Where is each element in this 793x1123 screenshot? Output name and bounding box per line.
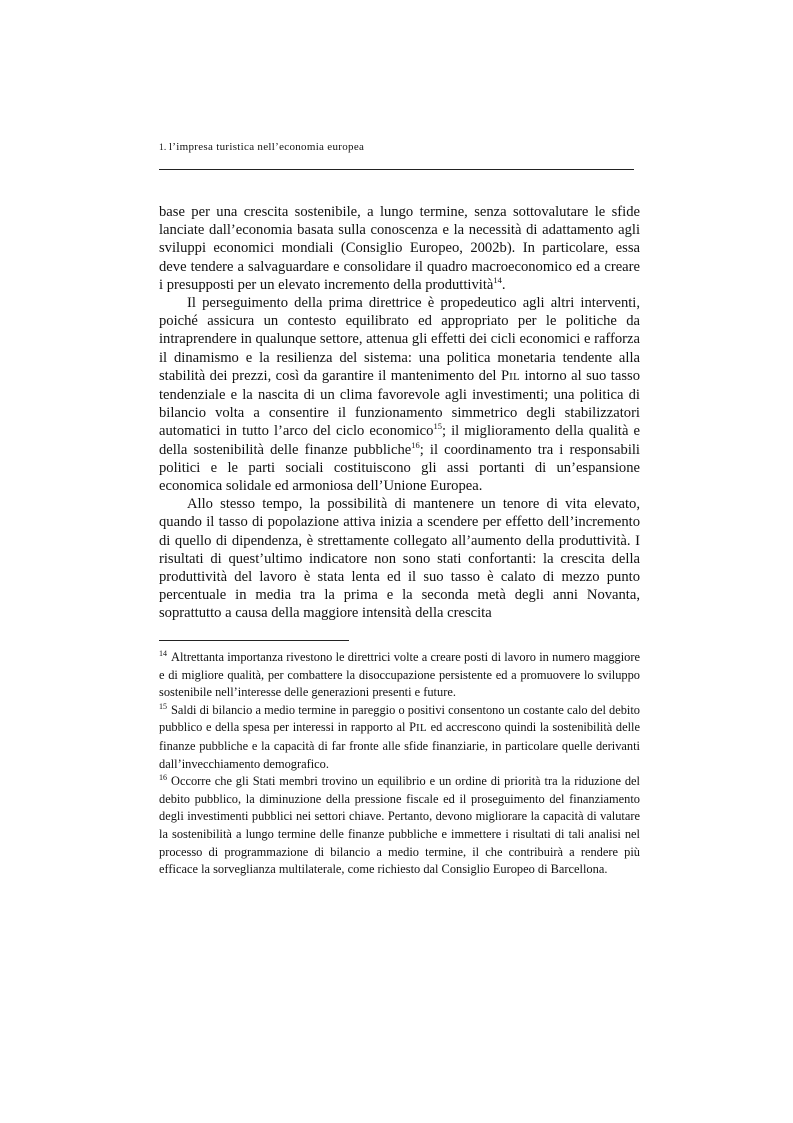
running-header <box>159 141 634 153</box>
footnote <box>159 773 640 879</box>
chapter-title: l’impresa turistica nell’economia europea <box>168 141 365 153</box>
text-run: ; il miglioramento della qualità e della sostenibilità delle finanze pubbliche <box>159 423 640 458</box>
paragraph <box>159 294 640 495</box>
text-run: Saldi di bilancio a medio termine in pareggio o positivi consentono un costante calo del debito pubblico e della spesa per interessi in rapporto al P <box>159 702 640 735</box>
footnote-ref: 14 <box>493 274 502 285</box>
footnote-number: 15 <box>159 701 167 711</box>
text-run: base per una crescita sostenibile, a lungo termine, senza sottovalutare le sfide lanciate dall’economia basata sulla conoscenza e la necessità di adattamento agli sviluppi economici mondiali (Consiglio Europeo, 2002b). In particolare, essa deve tendere a salvaguardare e consolidare il quadro macroeconomico ed a creare i presupposti per un elevato incremento della produttività <box>159 204 640 293</box>
small-caps-text: IL <box>415 722 427 735</box>
footnotes <box>159 649 640 879</box>
text-run: intorno al suo tasso tendenziale e la nascita di un clima favorevole agli investimenti; una politica di bilancio volta a consentire il funzionamento simmetrico degli stabilizzatori automatici in tutto l’arco del ciclo economico <box>159 367 640 440</box>
footnote-number: 16 <box>159 773 167 783</box>
text-run: Allo stesso tempo, la possibilità di mantenere un tenore di vita elevato, quando il tasso di popolazione attiva inizia a scendere per effetto dell’incremento di quello di dipendenza, è strettamente collegato all’aumento della produttività. I risultati di quest’ultimo indicatore non sono stati confortanti: la crescita della produttività del lavoro è stata lenta ed il suo tasso è calato di mezzo punto percentuale in media tra la prima e la seconda metà degli anni Novanta, soprattutto a causa della maggiore intensità della crescita <box>159 496 640 622</box>
text-run: ; il coordinamento tra i responsabili politici e le parti sociali costituiscono gli assi portanti di un’espansione economica solidale ed armoniosa dell’Unione Europea. <box>159 441 640 495</box>
body-text <box>159 203 640 623</box>
text-run: Occorre che gli Stati membri trovino un equilibrio e un ordine di priorità tra la riduzione del debito pubblico, la diminuzione della pressione fiscale ed il proseguimento del finanziamento degli investimenti pubblici nei settori chiave. Pertanto, devono migliorare la capacità di valutare la sostenibilità a lungo termine delle finanze pubbliche e immettere i risultati di tali analisi nel processo di programmazione di bilancio a medio termine, il che contribuirà a rendere più efficace la sorveglianza multilaterale, come richiesto dal Consiglio Europeo di Barcellona. <box>159 774 640 877</box>
paragraph <box>159 203 640 294</box>
text-run: Il perseguimento della prima direttrice è propedeutico agli altri interventi, poiché assicura un contesto equilibrato ed appropriato per le politiche da intraprendere in qualunque settore, attenua gli effetti dei cicli economici e rafforza il dinamismo e la resilienza del sistema: una politica monetaria tendente alla stabilità dei prezzi, così da garantire il mantenimento del P <box>159 295 640 384</box>
chapter-number: 1. <box>159 143 169 153</box>
paragraph <box>159 495 640 622</box>
header-rule <box>159 169 634 170</box>
small-caps-text: IL <box>509 370 521 383</box>
footnote <box>159 649 640 702</box>
footnote-rule <box>159 640 349 641</box>
footnote-ref: 16 <box>411 439 420 450</box>
footnote <box>159 702 640 773</box>
text-run: . <box>501 276 506 293</box>
text-run: ed accrescono quindi la sostenibilità delle finanze pubbliche e la capacità di far fronte alle sfide finanziarie, in particolare quelle derivanti dall’invecchiamento demografico. <box>159 720 641 771</box>
footnote-ref: 15 <box>433 421 442 432</box>
text-run: Altrettanta importanza rivestono le direttrici volte a creare posti di lavoro in numero maggiore e di migliore qualità, per combattere la disoccupazione persistente ed a promuovere lo sviluppo sostenibile nell’interesse delle generazioni presenti e future. <box>159 650 640 700</box>
footnote-number: 14 <box>159 648 167 658</box>
